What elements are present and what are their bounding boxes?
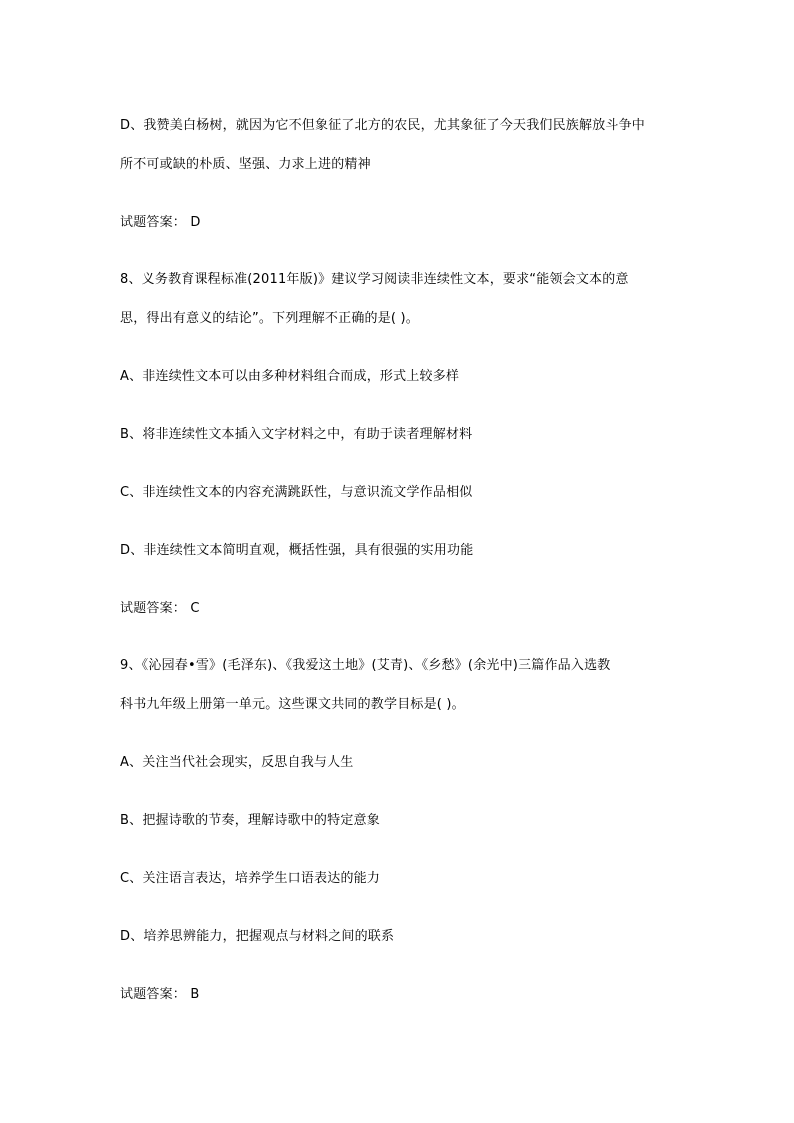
q9-option-b: B、把握诗歌的节奏，理解诗歌中的特定意象	[120, 813, 380, 828]
q8-option-a: A、非连续性文本可以由多种材料组合而成，形式上较多样	[120, 369, 460, 384]
q8-option-d: D、非连续性文本简明直观，概括性强，具有很强的实用功能	[120, 543, 474, 558]
q7-answer: 试题答案： D	[120, 215, 201, 230]
q9-option-d: D、培养思辨能力，把握观点与材料之间的联系	[120, 929, 395, 944]
q8-option-c: C、非连续性文本的内容充满跳跃性，与意识流文学作品相似	[120, 485, 473, 500]
q8-option-b: B、将非连续性文本插入文字材料之中，有助于读者理解材料	[120, 427, 473, 442]
q9-stem-line-1: 9、《沁园春•雪》(毛泽东)、《我爱这土地》(艾青)、《乡愁》(余光中)三篇作品入选教	[120, 658, 611, 673]
q7-option-d-line-1: D、我赞美白杨树，就因为它不但象征了北方的农民，尤其象征了今天我们民族解放斗争中	[120, 118, 646, 133]
q8-answer: 试题答案： C	[120, 601, 200, 616]
q8-stem-line-2: 思，得出有意义的结论”。下列理解不正确的是( )。	[120, 311, 420, 326]
q9-answer: 试题答案： B	[120, 987, 200, 1002]
q8-stem-line-1: 8、义务教育课程标准(2011年版)》建议学习阅读非连续性文本，要求“能领会文本的意	[120, 272, 629, 287]
q9-option-c: C、关注语言表达，培养学生口语表达的能力	[120, 871, 381, 886]
q9-stem-line-2: 科书九年级上册第一单元。这些课文共同的教学目标是( )。	[120, 697, 465, 712]
q7-option-d-line-2: 所不可或缺的朴质、坚强、力求上进的精神	[120, 157, 371, 172]
q9-option-a: A、关注当代社会现实，反思自我与人生	[120, 755, 354, 770]
